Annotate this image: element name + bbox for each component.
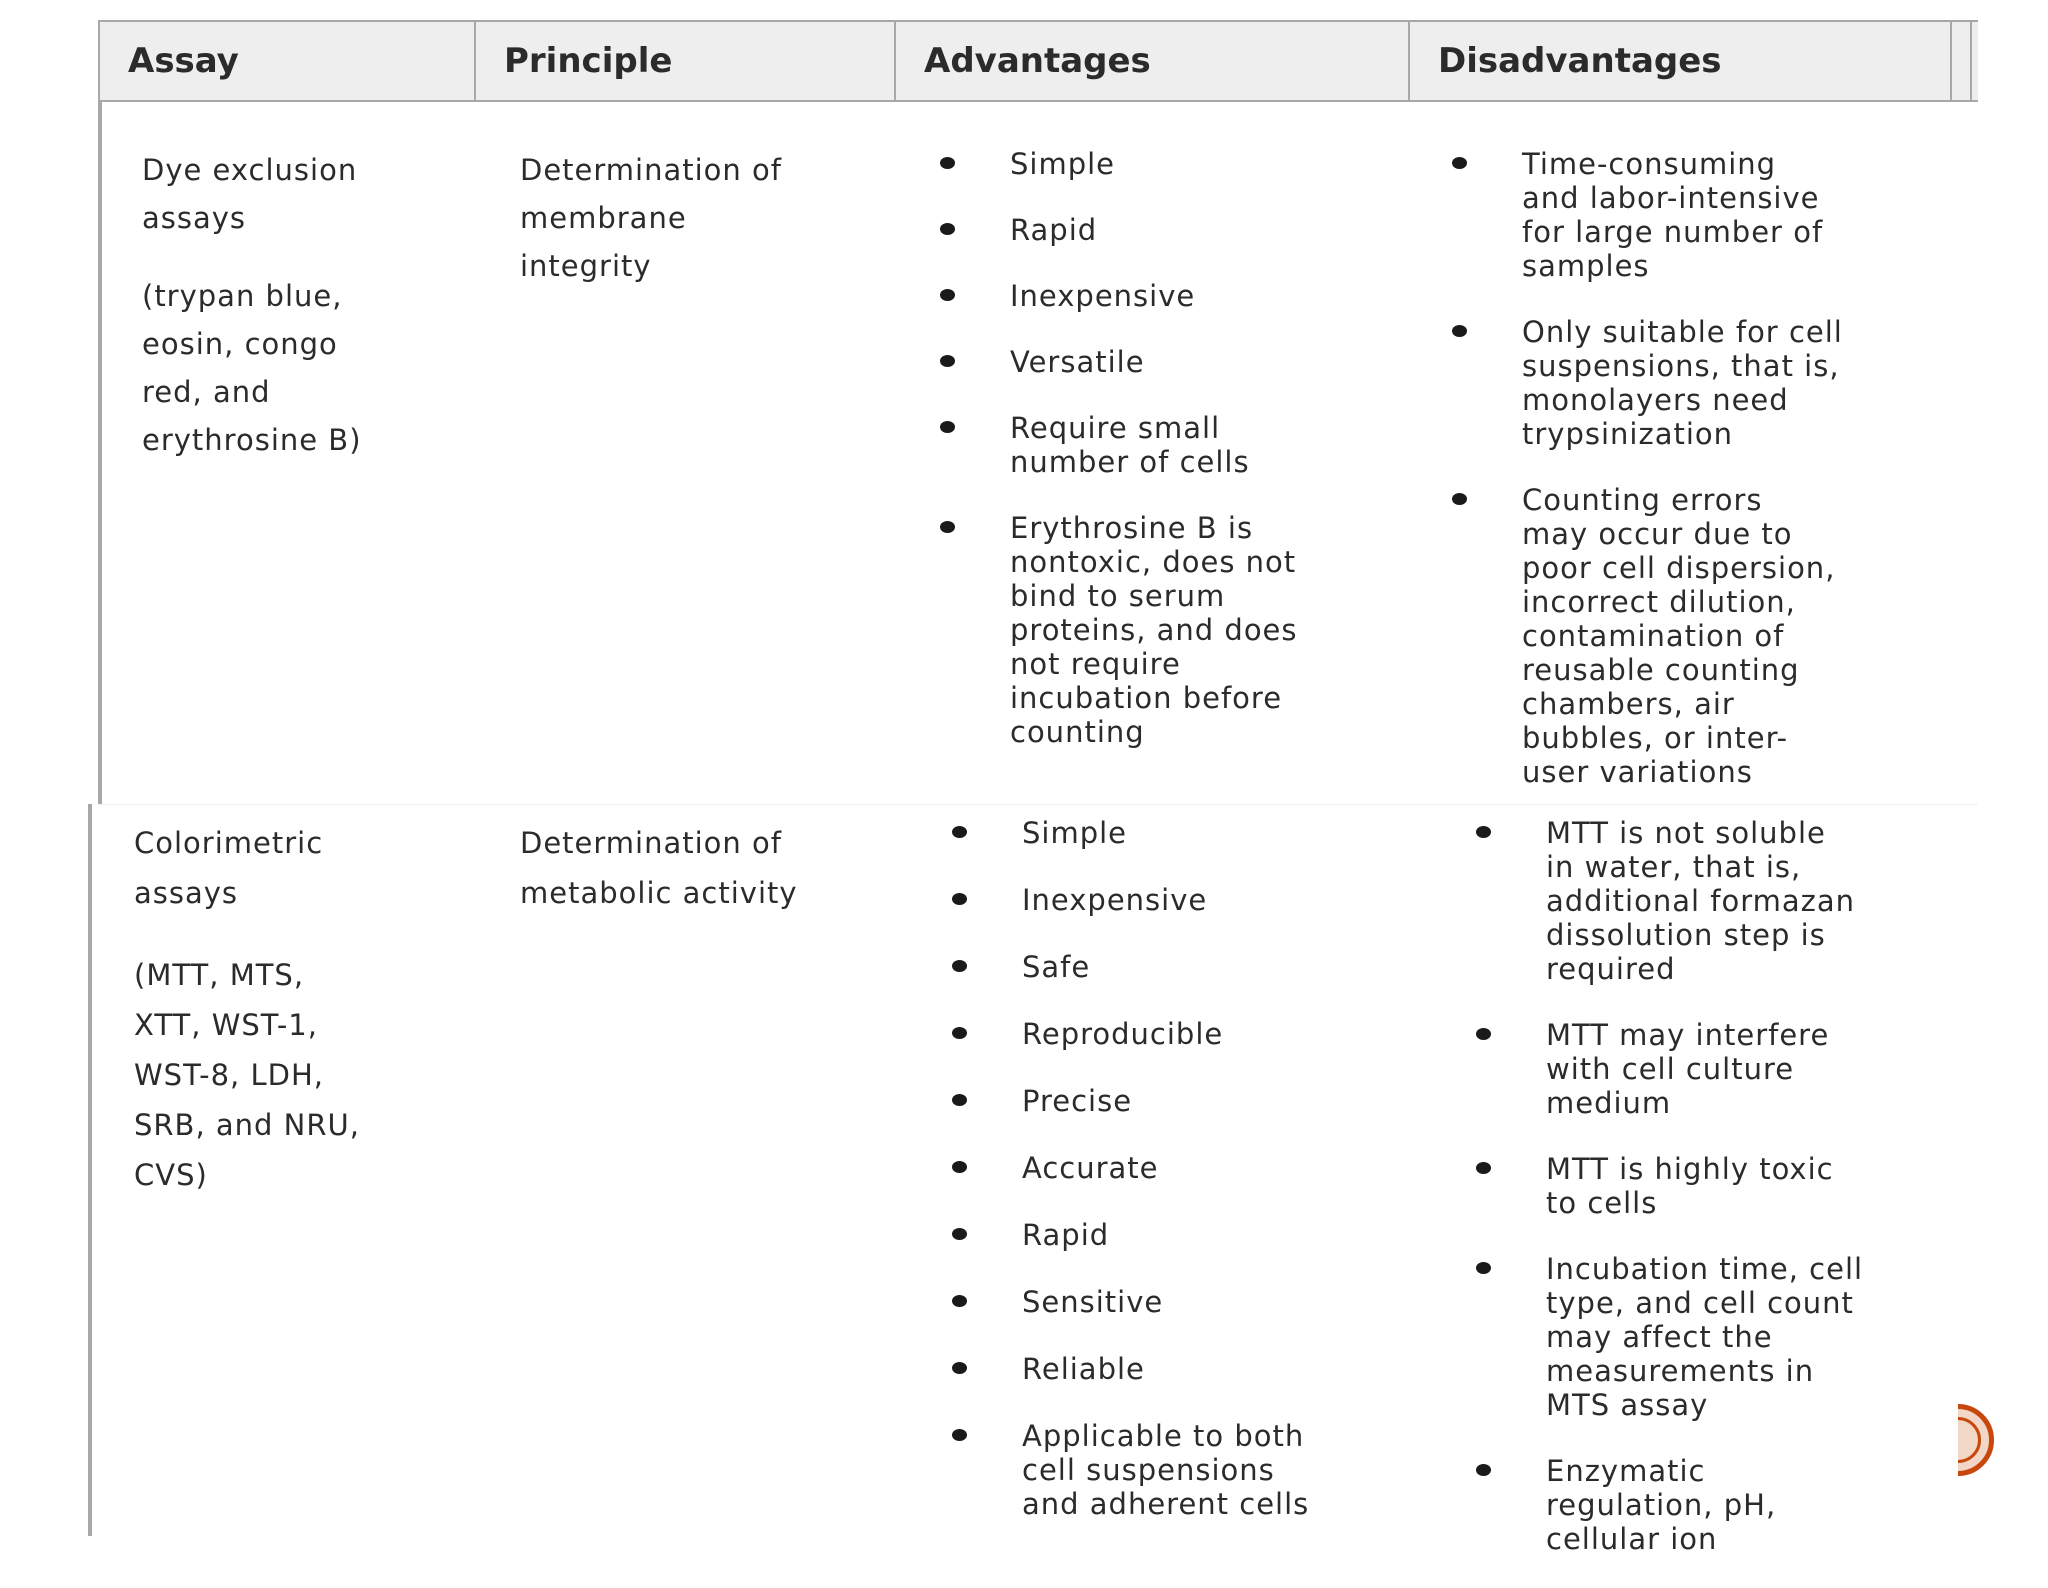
row1-assay-detail-line: eosin, congo [142,327,338,361]
list-item [1476,816,1966,986]
list-item [940,279,1410,313]
list-item-text-line: Incubation time, cell [1546,1252,1864,1286]
list-item-text-line: for large number of [1522,215,1824,249]
bullet-icon [940,157,955,169]
table-header-row [98,20,1978,102]
row2-principle-line: metabolic activity [520,876,798,910]
list-item-text-line: MTT may interfere [1546,1018,1830,1052]
bullet-icon [1476,826,1491,838]
list-item-text-line: poor cell dispersion, [1522,551,1836,585]
list-item [1452,315,1952,451]
row2-assay-detail-line: WST-8, LDH, [134,1058,324,1092]
list-item-text-line: additional formazan [1546,884,1855,918]
list-item-text-line: number of cells [1010,445,1250,479]
bullet-icon [952,893,967,905]
list-item-text: Rapid [1010,213,1098,247]
list-item [1476,1018,1966,1120]
list-item-text-line: MTT is highly toxic [1546,1152,1834,1186]
list-item [952,883,1422,917]
list-item-text-line: Erythrosine B is [1010,511,1254,545]
bullet-icon [952,1027,967,1039]
row1-principle-line: membrane [520,201,687,235]
bullet-icon [952,826,967,838]
bullet-icon [952,1161,967,1173]
bullet-icon [952,1362,967,1374]
list-item-text: Simple [1022,816,1128,850]
list-item [940,511,1410,749]
row2-assay-line: Colorimetric [134,826,324,860]
row1-advantages-cell [940,147,1410,781]
header-right-stub [1952,22,1972,100]
row2-disadvantages-list [1476,816,1966,1556]
row1-assay-cell [142,146,462,464]
list-item-text-line: bind to serum [1010,579,1226,613]
circular-emblem-icon [1958,1404,1998,1484]
list-item-text-line: dissolution step is [1546,918,1826,952]
row2-assay-detail-line: CVS) [134,1158,208,1192]
list-item-text-line: samples [1522,249,1650,283]
list-item [940,345,1410,379]
list-item [940,411,1410,479]
list-item-text-line: may affect the [1546,1320,1773,1354]
list-item-text-line: incubation before [1010,681,1283,715]
bullet-icon [1476,1028,1491,1040]
row2-assay-detail-line: SRB, and NRU, [134,1108,360,1142]
list-item [952,1017,1422,1051]
bullet-icon [952,960,967,972]
list-item-text-line: regulation, pH, [1546,1488,1777,1522]
list-item-text-line: user variations [1522,755,1753,789]
list-item-text-line: nontoxic, does not [1010,545,1297,579]
list-item-text-line: bubbles, or inter- [1522,721,1789,755]
row1-assay-detail-line: red, and [142,375,271,409]
header-advantages: Advantages [896,22,1410,100]
list-item-text-line: MTS assay [1546,1388,1709,1422]
list-item-text-line: trypsinization [1522,417,1734,451]
list-item-text-line: not require [1010,647,1181,681]
header-principle: Principle [476,22,896,100]
list-item [952,816,1422,850]
list-item-text-line: medium [1546,1086,1672,1120]
list-item-text-line: proteins, and does [1010,613,1298,647]
list-item-text: Inexpensive [1022,883,1208,917]
row2-assay-line: assays [134,876,239,910]
row2-left-rule [88,804,92,1536]
list-item-text-line: incorrect dilution, [1522,585,1796,619]
row2-disadvantages-cell [1476,816,1966,1588]
list-item [952,1084,1422,1118]
list-item [952,1218,1422,1252]
row2-principle-cell [520,818,900,918]
list-item [1452,483,1952,789]
row1-left-rule [98,100,102,804]
row1-assay-line: assays [142,201,247,235]
list-item-text: Simple [1010,147,1116,181]
row2-principle-line: Determination of [520,826,782,860]
list-item-text: Precise [1022,1084,1133,1118]
list-item-text-line: Applicable to both [1022,1419,1305,1453]
list-item-text: Versatile [1010,345,1145,379]
list-item-text: Rapid [1022,1218,1110,1252]
list-item-text-line: contamination of [1522,619,1785,653]
list-item [1476,1454,1966,1556]
row2-assay-detail-line: XTT, WST-1, [134,1008,318,1042]
bullet-icon [952,1295,967,1307]
list-item [952,1352,1422,1386]
bullet-icon [1476,1464,1491,1476]
list-item [952,1151,1422,1185]
row1-principle-cell [520,146,890,290]
row2-advantages-cell [952,816,1422,1554]
row2-assay-detail-line: (MTT, MTS, [134,958,305,992]
bullet-icon [1452,493,1467,505]
bullet-icon [1476,1162,1491,1174]
emblem-ring [1958,1404,1994,1476]
list-item-text-line: cellular ion [1546,1522,1718,1556]
list-item [940,147,1410,181]
row1-advantages-list [940,147,1410,749]
bullet-icon [940,421,955,433]
list-item [952,950,1422,984]
list-item [940,213,1410,247]
row1-disadvantages-cell [1452,147,1952,821]
list-item-text: Sensitive [1022,1285,1164,1319]
list-item-text-line: MTT is not soluble [1546,816,1826,850]
list-item-text-line: Counting errors [1522,483,1763,517]
bullet-icon [1476,1262,1491,1274]
row1-assay-detail-line: erythrosine B) [142,423,362,457]
list-item-text-line: in water, that is, [1546,850,1802,884]
assay-comparison-table [98,20,1978,1556]
list-item [1452,147,1952,283]
list-item-text-line: reusable counting [1522,653,1800,687]
row2-assay-cell [134,818,464,1200]
list-item-text: Inexpensive [1010,279,1196,313]
row1-disadvantages-list [1452,147,1952,789]
row2-advantages-list [952,816,1422,1521]
row1-principle-line: Determination of [520,153,782,187]
list-item-text: Reliable [1022,1352,1145,1386]
list-item-text-line: suspensions, that is, [1522,349,1840,383]
list-item-text-line: counting [1010,715,1145,749]
list-item-text-line: type, and cell count [1546,1286,1854,1320]
list-item-text-line: and adherent cells [1022,1487,1310,1521]
list-item-text-line: with cell culture [1546,1052,1795,1086]
header-disadvantages: Disadvantages [1410,22,1952,100]
list-item [952,1419,1422,1521]
row1-assay-line: Dye exclusion [142,153,358,187]
list-item-text-line: measurements in [1546,1354,1815,1388]
list-item-text-line: Only suitable for cell [1522,315,1843,349]
list-item-text-line: monolayers need [1522,383,1789,417]
list-item-text: Reproducible [1022,1017,1224,1051]
bullet-icon [1452,157,1467,169]
list-item-text-line: to cells [1546,1186,1658,1220]
row1-assay-detail-line: (trypan blue, [142,279,343,313]
bullet-icon [940,223,955,235]
list-item-text: Accurate [1022,1151,1159,1185]
list-item-text-line: Enzymatic [1546,1454,1706,1488]
list-item [1476,1252,1966,1422]
list-item-text-line: required [1546,952,1676,986]
bullet-icon [940,355,955,367]
list-item [1476,1152,1966,1220]
bullet-icon [952,1228,967,1240]
bullet-icon [1452,325,1467,337]
bullet-icon [952,1429,967,1441]
list-item-text-line: Time-consuming [1522,147,1777,181]
list-item [952,1285,1422,1319]
list-item-text-line: chambers, air [1522,687,1735,721]
list-item-text-line: Require small [1010,411,1221,445]
bullet-icon [940,289,955,301]
bullet-icon [952,1094,967,1106]
list-item-text-line: cell suspensions [1022,1453,1275,1487]
list-item-text: Safe [1022,950,1091,984]
row1-principle-line: integrity [520,249,652,283]
bullet-icon [940,521,955,533]
list-item-text-line: and labor-intensive [1522,181,1820,215]
list-item-text-line: may occur due to [1522,517,1793,551]
header-assay: Assay [98,22,476,100]
